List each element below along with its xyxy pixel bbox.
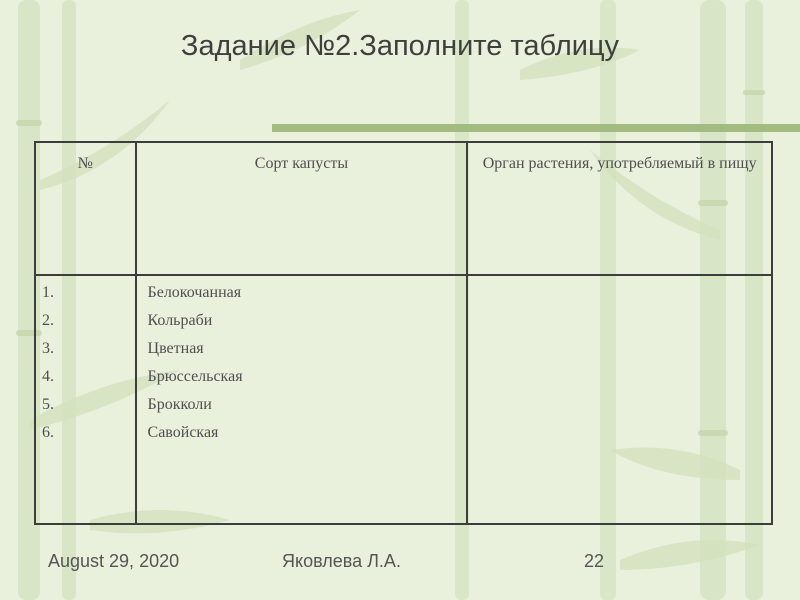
variety-item: Брокколи — [147, 396, 212, 413]
accent-bar — [272, 124, 800, 132]
header-variety: Сорт капусты — [136, 142, 468, 275]
cabbage-table — [34, 141, 773, 525]
variety-item: Брюссельская — [147, 368, 243, 385]
edible-part-cell[interactable] — [467, 275, 772, 524]
row-number: 6. — [42, 424, 54, 441]
variety-item: Кольраби — [147, 312, 213, 329]
footer-author: Яковлева Л.А. — [282, 551, 401, 571]
table-row — [35, 275, 772, 524]
variety-item: Белокочанная — [147, 284, 242, 301]
row-number: 2. — [42, 312, 54, 329]
variety-item: Савойская — [147, 424, 219, 441]
variety-item: Цветная — [147, 340, 204, 357]
row-number: 5. — [42, 396, 54, 413]
row-number: 1. — [42, 284, 54, 301]
table-header-row — [35, 142, 772, 275]
header-number: № — [35, 142, 136, 275]
slide-number: 22 — [584, 551, 605, 571]
varieties-cell — [136, 275, 468, 524]
footer-date: August 29, 2020 — [48, 551, 180, 571]
header-edible-part: Орган растения, употребляемый в пищу — [467, 142, 772, 275]
numbers-cell — [35, 275, 136, 524]
row-number: 4. — [42, 368, 54, 385]
row-number: 3. — [42, 340, 54, 357]
slide-title: Задание №2.Заполните таблицу — [180, 30, 620, 62]
